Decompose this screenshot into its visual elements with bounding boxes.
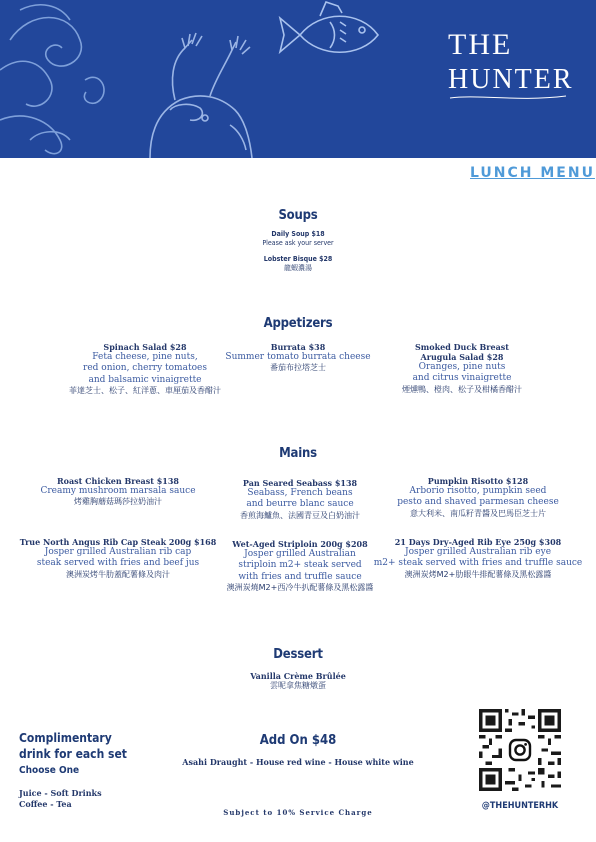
appetizer-burrata-name: Burrata $38 (270, 342, 326, 352)
complimentary-line2: drink for each set (19, 746, 127, 761)
soup-lobster-name: Lobster Bisque (263, 255, 317, 263)
main-chicken-desc: Creamy mushroom marsala sauce (40, 486, 196, 496)
addon-desc: Asahi Draught - House red wine - House white wine (182, 757, 414, 767)
social-handle[interactable]: @THEHUNTERHK (481, 801, 559, 811)
appetizer-burrata (212, 342, 384, 373)
soup-lobster (198, 255, 398, 273)
appetizer-spinach-desc-3: and balsamic vinaigrette (88, 374, 202, 385)
main-risotto-desc-2: pesto and shaved parmesan cheese (397, 497, 559, 508)
drink-option: Juice - Soft Drinks (19, 788, 102, 799)
main-risotto-desc-1: Arborio risotto, pumpkin seed (409, 486, 547, 496)
dessert-zh: 雲呢拿焦糖燉蛋 (270, 681, 326, 690)
soup-daily-name: Daily Soup (271, 230, 310, 238)
appetizer-spinach-desc-1: Feta cheese, pine nuts, (92, 352, 198, 362)
appetizer-duck-desc-2: and citrus vinaigrette (412, 373, 512, 384)
main-risotto (378, 476, 578, 519)
main-seabass-desc-1: Seabass, French beans (247, 488, 353, 498)
service-charge-note: Subject to 10% Service Charge (223, 808, 373, 817)
brand-logo-line2: HUNTER (448, 64, 574, 95)
soup-daily-note: Please ask your server (262, 238, 334, 247)
main-seabass-desc-2: and beurre blanc sauce (246, 499, 354, 510)
main-chicken-name: Roast Chicken Breast $138 (57, 476, 179, 486)
appetizer-burrata-zh: 番茄布拉塔芝士 (270, 363, 326, 373)
appetizer-spinach-desc-2: red onion, cherry tomatoes (83, 363, 207, 374)
main-ribcap-desc-2: steak served with fries and beef jus (36, 558, 200, 569)
main-striploin-desc-3: with fries and truffle sauce (238, 571, 362, 582)
main-seabass-zh: 香煎海鱸魚、法國青豆及白奶油汁 (240, 510, 360, 520)
main-ribeye-desc-2: m2+ steak served with fries and truffle sauce (373, 558, 583, 569)
main-rib-eye (366, 537, 590, 580)
main-ribcap-name: True North Angus Rib Cap Steak 200g $168 (19, 537, 217, 547)
main-striploin-desc-1: Josper grilled Australian (244, 549, 356, 559)
main-rib-cap (18, 537, 218, 580)
main-chicken-zh: 烤雞胸蘑菇瑪莎拉奶油汁 (74, 497, 162, 507)
choose-one-label: Choose One (19, 765, 80, 777)
main-chicken (18, 476, 218, 507)
appetizer-burrata-desc: Summer tomato burrata cheese (225, 352, 371, 362)
main-striploin-desc-2: striploin m2+ steak served (238, 560, 362, 571)
main-seabass-name: Pan Seared Seabass $138 (242, 478, 358, 488)
main-ribeye-desc-1: Josper grilled Australian rib eye (404, 547, 552, 557)
main-striploin-name: Wet-Aged Striploin 200g $208 (232, 539, 368, 549)
main-seabass (200, 478, 400, 521)
brand-logo-line1: THE (448, 28, 513, 61)
main-risotto-zh: 意大利米、南瓜籽青醬及巴馬臣芝士片 (410, 508, 546, 518)
soup-lobster-price: $28 (319, 255, 333, 263)
appetizer-smoked-duck (372, 342, 552, 395)
main-ribeye-zh: 澳洲炭烤M2+肋眼牛排配薯條及黑松露醬 (404, 569, 552, 579)
main-striploin-zh: 澳洲炭燒M2+西冷牛扒配薯條及黑松露醬 (226, 582, 374, 592)
appetizers-title: Appetizers (263, 316, 333, 331)
soups-title: Soups (278, 208, 318, 223)
main-ribeye-name: 21 Days Dry-Aged Rib Eye 250g $308 (394, 537, 562, 547)
main-ribcap-desc-1: Josper grilled Australian rib cap (44, 547, 192, 557)
main-ribcap-zh: 澳洲炭烤牛肋蓋配薯條及肉汁 (66, 569, 170, 579)
appetizer-duck-desc-1: Oranges, pine nuts (418, 362, 506, 372)
appetizer-duck-zh: 煙燻鴨、橙肉、松子及柑橘香醋汁 (402, 384, 522, 394)
soup-daily (198, 230, 398, 248)
dessert-creme-brulee (198, 671, 398, 691)
drink-option: Coffee - Tea (19, 799, 72, 810)
soup-daily-price: $18 (311, 230, 325, 238)
appetizer-spinach-zh: 菲達芝士、松子、紅洋蔥、車厘茄及香醋汁 (69, 385, 221, 395)
complimentary-line1: Complimentary (19, 731, 112, 745)
appetizer-spinach-name: Spinach Salad $28 (103, 342, 187, 352)
instagram-icon (508, 738, 532, 762)
appetizer-duck-name: Smoked Duck Breast (415, 342, 509, 352)
header-banner (0, 0, 596, 158)
menu-title: LUNCH MENU (470, 165, 595, 181)
addon-title: Add On $48 (259, 733, 337, 748)
mains-title: Mains (279, 446, 317, 461)
dessert-name: Vanilla Crème Brûlée (250, 671, 346, 681)
logo-underline-icon (448, 92, 568, 106)
main-risotto-name: Pumpkin Risotto $128 (427, 476, 529, 486)
soup-lobster-zh: 龍蝦濃湯 (284, 263, 312, 272)
dessert-title: Dessert (273, 647, 323, 662)
appetizer-duck-name-2: Arugula Salad $28 (420, 352, 504, 362)
